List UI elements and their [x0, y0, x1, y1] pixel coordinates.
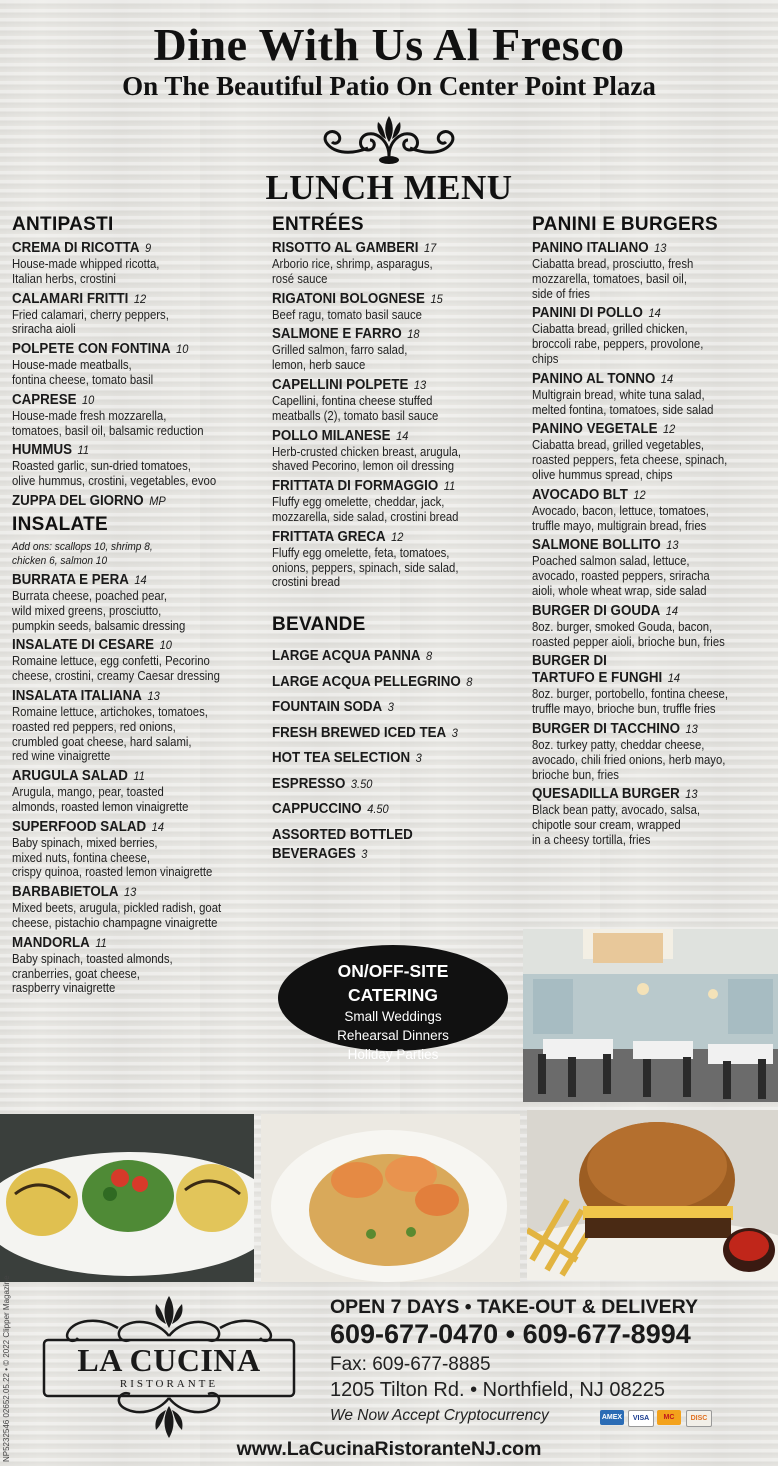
column-left	[12, 214, 262, 1000]
menu-item	[12, 291, 262, 338]
beverage-price: 8	[425, 649, 433, 664]
menu-item	[272, 326, 527, 373]
beverage-item	[272, 797, 507, 823]
menu-item	[532, 421, 772, 482]
menu-item-price: 14	[151, 819, 164, 834]
mastercard-icon: MC	[657, 1410, 681, 1425]
website-url[interactable]: www.LaCucinaRistoranteNJ.com	[236, 1438, 542, 1460]
menu-item-description: truffle mayo, brioche bun, truffle fries	[532, 702, 716, 717]
menu-item-description: House-made whipped ricotta,	[12, 257, 160, 271]
beverage-name: FRESH BREWED ICED TEA	[272, 724, 447, 741]
menu-item	[532, 603, 772, 650]
menu-item-description: chips	[532, 351, 559, 366]
menu-item-description: fontina cheese, tomato basil	[12, 372, 154, 387]
menu-item-description: 8oz. burger, smoked Gouda, bacon,	[532, 619, 713, 634]
menu-item-price: 13	[413, 377, 427, 392]
menu-item-description: sriracha aioli	[12, 322, 76, 337]
item-name-text: BURGER DI GOUDA	[532, 602, 661, 619]
menu-item-name	[12, 291, 242, 308]
item-name-text: PANINO ITALIANO	[532, 240, 649, 256]
food-photo-benedict	[0, 1114, 254, 1282]
menu-item-price: 12	[133, 291, 147, 306]
food-photo-burger	[527, 1110, 778, 1280]
menu-item-description: olive hummus spread, chips	[532, 467, 673, 482]
menu-item-price: 10	[82, 392, 95, 407]
address: 1205 Tilton Rd. • Northfield, NJ 08225	[330, 1379, 665, 1401]
dining-room-photo	[523, 929, 778, 1102]
beverage-item	[272, 695, 507, 721]
menu-item-name	[532, 421, 753, 438]
item-name-text: BURGER DI TACCHINO	[532, 720, 680, 737]
menu-item-description: avocado, chili fried onions, herb mayo,	[532, 752, 726, 767]
bevande-list	[272, 644, 527, 868]
menu-item-description: brioche bun, fries	[532, 767, 619, 782]
menu-item-description: mozzarella, side salad, crostini bread	[272, 509, 459, 524]
menu-item-name	[12, 493, 242, 510]
menu-item-description: Arugula, mango, pear, toasted	[12, 785, 164, 800]
menu-item-name	[272, 377, 507, 394]
menu-item-description: Italian herbs, crostini	[12, 271, 116, 286]
menu-item-name	[12, 392, 242, 409]
menu-item-price: 13	[685, 721, 698, 736]
menu-item-name	[12, 572, 242, 589]
menu-item-description: Burrata cheese, poached pear,	[12, 588, 168, 603]
menu-item-name	[532, 670, 753, 687]
menu-item	[12, 572, 262, 633]
menu-item-price: MP	[149, 493, 166, 508]
catering-heading-2: CATERING	[347, 985, 439, 1005]
menu-item	[12, 493, 262, 510]
menu-item-name	[532, 305, 753, 322]
menu-item-description: pumpkin seeds, balsamic dressing	[12, 618, 186, 633]
item-name-text: SALMONE E FARRO	[272, 326, 402, 343]
menu-item-description: Fluffy egg omelette, feta, tomatoes,	[272, 545, 450, 560]
visa-card-icon: VISA	[628, 1410, 654, 1427]
column-right	[532, 214, 772, 852]
menu-item	[272, 478, 527, 525]
beverage-name: BEVERAGES	[272, 846, 356, 863]
menu-item-description: tomatoes, basil oil, balsamic reduction	[12, 423, 204, 438]
item-name-text: CALAMARI FRITTI	[12, 290, 129, 307]
menu-item-description: mozzarella, tomatoes, basil oil,	[532, 271, 687, 286]
menu-item	[532, 653, 772, 670]
fax-number: Fax: 609-677-8885	[330, 1354, 491, 1375]
menu-item-description: avocado, roasted peppers, sriracha	[532, 569, 710, 584]
menu-item-name	[272, 326, 507, 343]
menu-item-price: 10	[159, 638, 172, 653]
menu-item-name	[532, 786, 753, 803]
beverage-item	[272, 746, 507, 772]
addons-note: Add ons: scallops 10, shrimp 8, chicken 6, salmon 10	[12, 540, 153, 567]
menu-item-name	[272, 291, 507, 308]
menu-item-description: Roasted garlic, sun-dried tomatoes,	[12, 459, 191, 474]
menu-item-description: melted fontina, tomatoes, side salad	[532, 402, 714, 417]
menu-item-description: cheese, pistachio champagne vinaigrette	[12, 915, 218, 930]
menu-item-description: Ciabatta bread, grilled vegetables,	[532, 438, 705, 453]
menu-item-description: Beef ragu, tomato basil sauce	[272, 307, 422, 322]
panini-list	[532, 240, 772, 848]
menu-item-description: wild mixed greens, prosciutto,	[12, 603, 162, 618]
menu-item	[12, 935, 262, 996]
beverage-item	[272, 721, 507, 747]
section-insalate: INSALATE	[12, 513, 108, 535]
menu-item-price: 14	[134, 572, 147, 587]
menu-item	[12, 884, 262, 931]
catering-line: Rehearsal Dinners	[337, 1028, 449, 1043]
phone-numbers[interactable]: 609-677-0470 • 609-677-8994	[330, 1319, 691, 1349]
menu-item-description: Herb-crusted chicken breast, arugula,	[272, 444, 461, 459]
menu-title: LUNCH MENU	[265, 168, 513, 207]
menu-item-price: 12	[663, 422, 676, 437]
item-name-text: BURRATA E PERA	[12, 571, 129, 588]
beverage-name: CAPPUCCINO	[272, 801, 362, 818]
menu-item-description: Capellini, fontina cheese stuffed	[272, 393, 433, 408]
beverage-price: 3	[387, 700, 394, 715]
menu-item-description: chipotle sour cream, wrapped	[532, 818, 681, 833]
item-name-text: RISOTTO AL GAMBERI	[272, 240, 419, 256]
menu-item-price: 18	[407, 327, 420, 342]
item-name-text: HUMMUS	[12, 442, 73, 459]
item-name-text: QUESADILLA BURGER	[532, 786, 680, 803]
menu-item	[532, 786, 772, 847]
menu-item-description: broccoli rabe, peppers, provolone,	[532, 337, 704, 352]
headline: Dine With Us Al Fresco	[153, 19, 625, 70]
menu-item-price: 14	[667, 671, 680, 686]
item-name-text: BARBABIETOLA	[12, 884, 119, 901]
discover-card-icon: DISC	[686, 1410, 712, 1427]
menu-item-price: 13	[123, 885, 137, 900]
menu-item-description: meatballs (2), tomato basil sauce	[272, 408, 439, 423]
catering-line: Small Weddings	[344, 1009, 442, 1024]
menu-item-price: 11	[443, 479, 456, 494]
section-bevande: BEVANDE	[272, 614, 366, 636]
menu-item	[12, 688, 262, 764]
menu-item-price: 11	[133, 769, 145, 784]
beverage-price: 3	[451, 725, 458, 740]
side-print-code: NP5232546 02652.05.22 • © 2022 Clipper Magazine	[2, 1275, 11, 1462]
section-panini: PANINI E BURGERS	[532, 214, 719, 235]
menu-item	[12, 637, 262, 684]
menu-item-description: 8oz. burger, portobello, fontina cheese,	[532, 687, 728, 702]
menu-item-description: Black bean patty, avocado, salsa,	[532, 803, 701, 818]
item-name-text: MANDORLA	[12, 934, 90, 951]
beverage-price: 3	[361, 847, 368, 862]
catering-heading-1: ON/OFF-SITE	[337, 961, 449, 981]
menu-item-description: House-made fresh mozzarella,	[12, 408, 167, 423]
menu-item-description: roasted red peppers, red onions,	[12, 719, 176, 734]
menu-item-price: 15	[430, 291, 443, 306]
menu-item-price: 13	[654, 241, 667, 255]
menu-item-description: rosé sauce	[272, 271, 328, 286]
menu-item-name	[272, 240, 507, 257]
menu-item-description: Fluffy egg omelette, cheddar, jack,	[272, 495, 445, 510]
menu-item-description: lemon, herb sauce	[272, 358, 366, 373]
open-hours: OPEN 7 DAYS • TAKE-OUT & DELIVERY	[330, 1296, 698, 1318]
ornament-icon	[318, 112, 460, 166]
menu-item-description: olive hummus, crostini, vegetables, evoo	[12, 474, 217, 489]
amex-card-icon: AMEX	[600, 1410, 624, 1425]
menu-item-description: Baby spinach, mixed berries,	[12, 835, 158, 850]
menu-item-price: 14	[665, 603, 679, 618]
menu-item-description: Fried calamari, cherry peppers,	[12, 307, 169, 322]
menu-item-price: 13	[685, 787, 698, 802]
menu-item-description: Grilled salmon, farro salad,	[272, 343, 408, 358]
menu-item-description: Romaine lettuce, artichokes, tomatoes,	[12, 704, 208, 719]
menu-item-description: roasted peppers, feta cheese, spinach,	[532, 453, 728, 468]
menu-item-description: Avocado, bacon, lettuce, tomatoes,	[532, 503, 709, 518]
menu-item-name	[272, 529, 507, 546]
menu-item	[532, 487, 772, 534]
beverage-name: LARGE ACQUA PANNA	[272, 648, 421, 665]
menu-item	[12, 392, 262, 439]
beverage-item	[272, 670, 507, 696]
menu-item-price: 17	[424, 241, 437, 255]
item-name-text: CAPRESE	[12, 391, 77, 408]
menu-item-name	[272, 428, 507, 445]
beverage-name: ASSORTED BOTTLED	[272, 826, 413, 843]
menu-item	[272, 529, 527, 590]
menu-item-description: House-made meatballs,	[12, 358, 132, 373]
insalate-list	[12, 572, 262, 996]
section-antipasti: ANTIPASTI	[12, 214, 114, 235]
beverage-price: 4.50	[367, 802, 389, 817]
menu-item-name	[12, 240, 242, 257]
menu-item-name	[12, 637, 242, 654]
food-photo-risotto	[261, 1114, 520, 1282]
item-name-text: INSALATE DI CESARE	[12, 637, 155, 654]
menu-item-price: 11	[77, 443, 90, 458]
menu-item-price: 12	[633, 487, 646, 502]
beverage-item	[272, 644, 507, 670]
menu-item-name	[12, 935, 242, 952]
antipasti-list	[12, 240, 262, 510]
menu-item	[12, 819, 262, 880]
menu-item-description: in a cheesy tortilla, fries	[532, 832, 651, 847]
logo-name: LA CUCINA	[77, 1342, 261, 1378]
menu-item-name	[532, 653, 753, 670]
item-name-text: POLLO MILANESE	[272, 427, 391, 444]
menu-item-price: 13	[666, 538, 679, 553]
item-name-text: SUPERFOOD SALAD	[12, 818, 147, 835]
crypto-note: We Now Accept Cryptocurrency	[330, 1407, 549, 1424]
menu-item-description: red wine vinaigrette	[12, 749, 111, 764]
section-entrees: ENTRÉES	[272, 214, 364, 235]
menu-item-description: Mixed beets, arugula, pickled radish, goat	[12, 901, 222, 916]
menu-item	[12, 240, 262, 287]
menu-item-description: Multigrain bread, white tuna salad,	[532, 387, 705, 402]
menu-item-name	[12, 768, 242, 785]
item-name-text: BURGER DI	[532, 653, 607, 670]
menu-item	[272, 428, 527, 475]
menu-item-price: 9	[144, 241, 152, 255]
subheadline: On The Beautiful Patio On Center Point Plaza	[122, 71, 656, 101]
menu-item-description: shaved Pecorino, lemon oil dressing	[272, 459, 455, 474]
menu-item-name	[532, 603, 753, 620]
menu-item	[272, 291, 527, 323]
menu-item-description: 8oz. turkey patty, cheddar cheese,	[532, 737, 705, 752]
menu-item-name	[12, 442, 242, 459]
entrees-list	[272, 240, 527, 590]
beverage-price: 8	[466, 674, 473, 689]
menu-item-description: Baby spinach, toasted almonds,	[12, 951, 173, 966]
item-name-text: FRITTATA GRECA	[272, 528, 386, 545]
menu-item-description: onions, peppers, spinach, side salad,	[272, 560, 459, 575]
menu-item-name	[532, 537, 753, 554]
menu-item-description: crostini bread	[272, 575, 341, 590]
menu-item	[532, 721, 772, 782]
menu-item-description: crispy quinoa, roasted lemon vinaigrette	[12, 865, 213, 880]
menu-item-name	[12, 884, 242, 901]
logo-subtitle: RISTORANTE	[119, 1378, 219, 1390]
menu-item-description: Romaine lettuce, egg confetti, Pecorino	[12, 654, 210, 669]
menu-item-price: 12	[391, 529, 404, 544]
item-name-text: RIGATONI BOLOGNESE	[272, 290, 425, 307]
menu-item-description: Arborio rice, shrimp, asparagus,	[272, 257, 433, 271]
menu-item	[272, 377, 527, 424]
beverage-name: LARGE ACQUA PELLEGRINO	[272, 673, 461, 690]
column-middle	[272, 214, 527, 868]
item-name-text: PANINO AL TONNO	[532, 370, 656, 387]
menu-item	[532, 305, 772, 366]
item-name-text: INSALATA ITALIANA	[12, 687, 142, 704]
menu-item-name	[272, 478, 507, 495]
menu-item-description: Ciabatta bread, grilled chicken,	[532, 322, 688, 337]
item-name-text: CAPELLINI POLPETE	[272, 376, 409, 393]
menu-item-name	[532, 240, 753, 257]
menu-item-description: almonds, roasted lemon vinaigrette	[12, 799, 189, 814]
menu-item-price: 13	[147, 688, 160, 703]
item-name-text: PANINI DI POLLO	[532, 305, 643, 322]
menu-item-price: 10	[176, 342, 189, 357]
menu-item	[12, 341, 262, 388]
menu-item-price: 11	[95, 935, 107, 950]
menu-item-price: 14	[648, 306, 661, 321]
menu-item	[532, 670, 772, 717]
menu-item-name	[532, 487, 753, 504]
menu-item-name	[12, 819, 242, 836]
menu-item	[272, 240, 527, 287]
item-name-text: CREMA DI RICOTTA	[12, 240, 140, 256]
menu-item	[12, 442, 262, 489]
menu-item-description: truffle mayo, multigrain bread, fries	[532, 518, 707, 533]
menu-item	[12, 768, 262, 815]
menu-item	[532, 240, 772, 301]
item-name-text: AVOCADO BLT	[532, 486, 628, 503]
beverage-name: ESPRESSO	[272, 775, 346, 792]
menu-item	[532, 537, 772, 598]
item-name-text: POLPETE CON FONTINA	[12, 341, 171, 358]
menu-item-name	[532, 721, 753, 738]
beverage-name: HOT TEA SELECTION	[272, 750, 411, 767]
beverage-item	[272, 772, 507, 798]
menu-item-name	[532, 371, 753, 388]
menu-item-name	[12, 341, 242, 358]
menu-item-name	[12, 688, 242, 705]
item-name-text: FRITTATA DI FORMAGGIO	[272, 478, 439, 495]
menu-item-description: raspberry vinaigrette	[12, 981, 116, 996]
item-name-text: TARTUFO E FUNGHI	[532, 670, 663, 687]
menu-item-description: cheese, crostini, creamy Caesar dressing	[12, 669, 220, 684]
menu-item	[532, 371, 772, 418]
beverage-item	[272, 842, 507, 868]
menu-item-price: 14	[660, 371, 674, 386]
item-name-text: PANINO VEGETALE	[532, 421, 658, 438]
catering-line: Holiday Parties	[347, 1047, 439, 1062]
menu-item-price: 14	[396, 428, 409, 443]
menu-item-description: aioli, whole wheat wrap, side salad	[532, 583, 707, 598]
item-name-text: SALMONE BOLLITO	[532, 537, 661, 554]
menu-item-description: Ciabatta bread, prosciutto, fresh	[532, 257, 694, 271]
beverage-price: 3.50	[350, 776, 373, 791]
item-name-text: ARUGULA SALAD	[12, 768, 128, 785]
item-name-text: ZUPPA DEL GIORNO	[12, 492, 144, 509]
menu-item-description: cranberries, goat cheese,	[12, 966, 140, 981]
beverage-name: FOUNTAIN SODA	[272, 699, 383, 716]
catering-badge	[278, 945, 508, 1062]
menu-item-description: crumbled goat cheese, hard salami,	[12, 734, 192, 749]
menu-item-description: side of fries	[532, 286, 590, 301]
menu-item-description: mixed nuts, fontina cheese,	[12, 850, 150, 865]
menu-item-description: Poached salmon salad, lettuce,	[532, 554, 690, 569]
beverage-price: 3	[415, 751, 422, 766]
menu-item-description: roasted pepper aioli, brioche bun, fries	[532, 634, 725, 649]
